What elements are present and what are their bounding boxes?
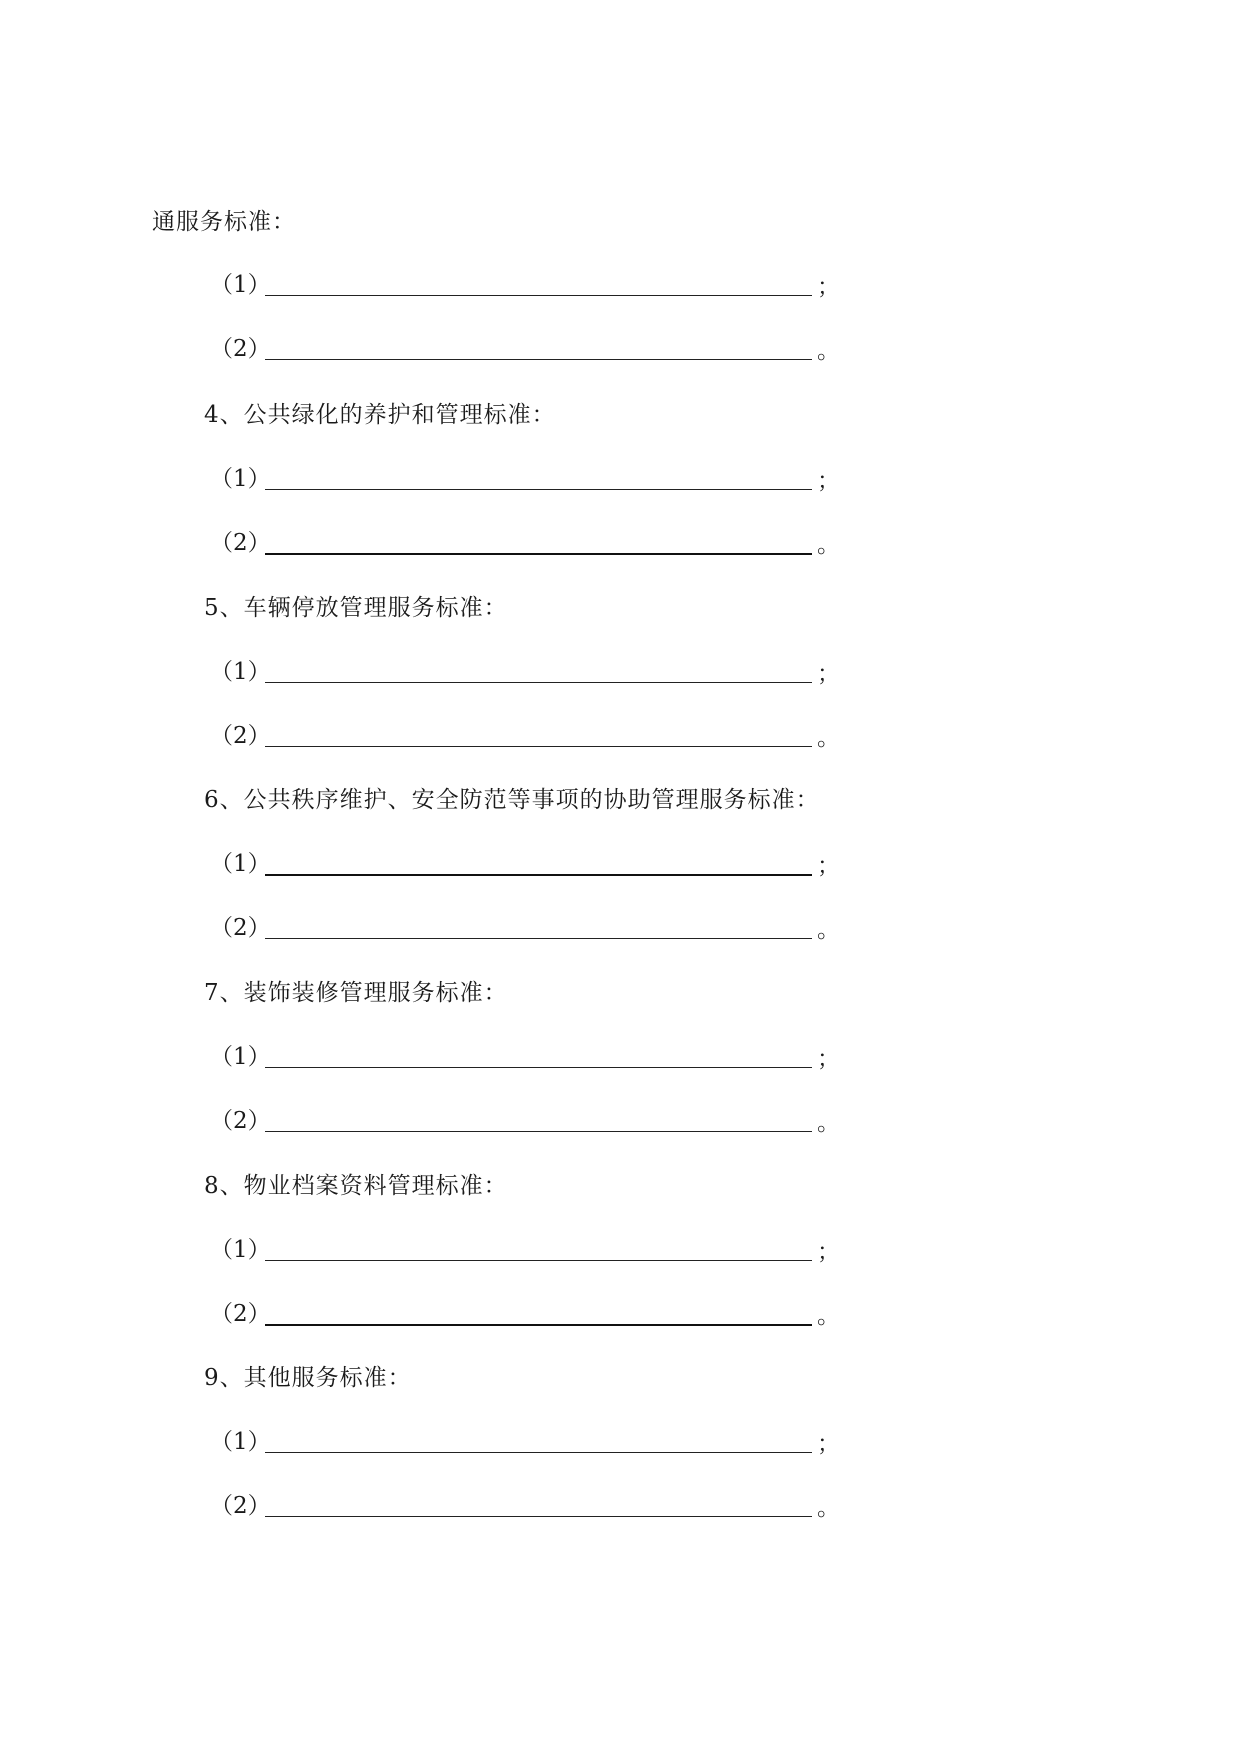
item-number: （1） [210, 466, 271, 492]
item-number: （1） [210, 1429, 271, 1455]
item-end-punctuation: ； [817, 468, 840, 494]
item-number: （2） [210, 336, 271, 362]
item-number: （2） [210, 1108, 271, 1134]
item-number: （2） [210, 915, 271, 941]
item-number: （1） [210, 851, 271, 877]
item-end-punctuation: 。 [817, 725, 840, 751]
fill-in-line[interactable] [265, 1452, 812, 1453]
item-number: （2） [210, 1301, 271, 1327]
fill-in-line[interactable] [265, 1067, 812, 1068]
item-end-punctuation: ； [817, 1239, 840, 1265]
item-number: （1） [210, 272, 271, 298]
item-end-punctuation: ； [817, 1431, 840, 1457]
section-heading: 6、公共秩序维护、安全防范等事项的协助管理服务标准： [204, 787, 820, 813]
fill-in-line[interactable] [265, 1516, 812, 1517]
item-end-punctuation: ； [817, 661, 840, 687]
fill-in-line[interactable] [265, 489, 812, 490]
section-heading: 7、装饰装修管理服务标准： [204, 980, 508, 1006]
fill-in-line[interactable] [265, 553, 812, 555]
item-end-punctuation: 。 [817, 1495, 840, 1521]
intro-text: 通服务标准： [152, 209, 296, 235]
section-heading: 5、车辆停放管理服务标准： [204, 595, 508, 621]
fill-in-line[interactable] [265, 1324, 812, 1326]
fill-in-line[interactable] [265, 874, 812, 876]
item-number: （2） [210, 1493, 271, 1519]
fill-in-line[interactable] [265, 1260, 812, 1261]
item-end-punctuation: ； [817, 1046, 840, 1072]
section-heading: 4、公共绿化的养护和管理标准： [204, 402, 556, 428]
item-number: （1） [210, 1044, 271, 1070]
fill-in-line[interactable] [265, 295, 812, 296]
fill-in-line[interactable] [265, 1131, 812, 1132]
fill-in-line[interactable] [265, 746, 812, 747]
item-end-punctuation: 。 [817, 338, 840, 364]
item-number: （2） [210, 723, 271, 749]
item-end-punctuation: 。 [817, 917, 840, 943]
item-end-punctuation: 。 [817, 532, 840, 558]
section-heading: 8、物业档案资料管理标准： [204, 1173, 508, 1199]
fill-in-line[interactable] [265, 682, 812, 683]
item-end-punctuation: ； [817, 853, 840, 879]
item-number: （2） [210, 530, 271, 556]
fill-in-line[interactable] [265, 938, 812, 939]
item-number: （1） [210, 659, 271, 685]
section-heading: 9、其他服务标准： [204, 1365, 412, 1391]
item-end-punctuation: ； [817, 274, 840, 300]
item-end-punctuation: 。 [817, 1303, 840, 1329]
item-number: （1） [210, 1237, 271, 1263]
fill-in-line[interactable] [265, 359, 812, 360]
item-end-punctuation: 。 [817, 1110, 840, 1136]
